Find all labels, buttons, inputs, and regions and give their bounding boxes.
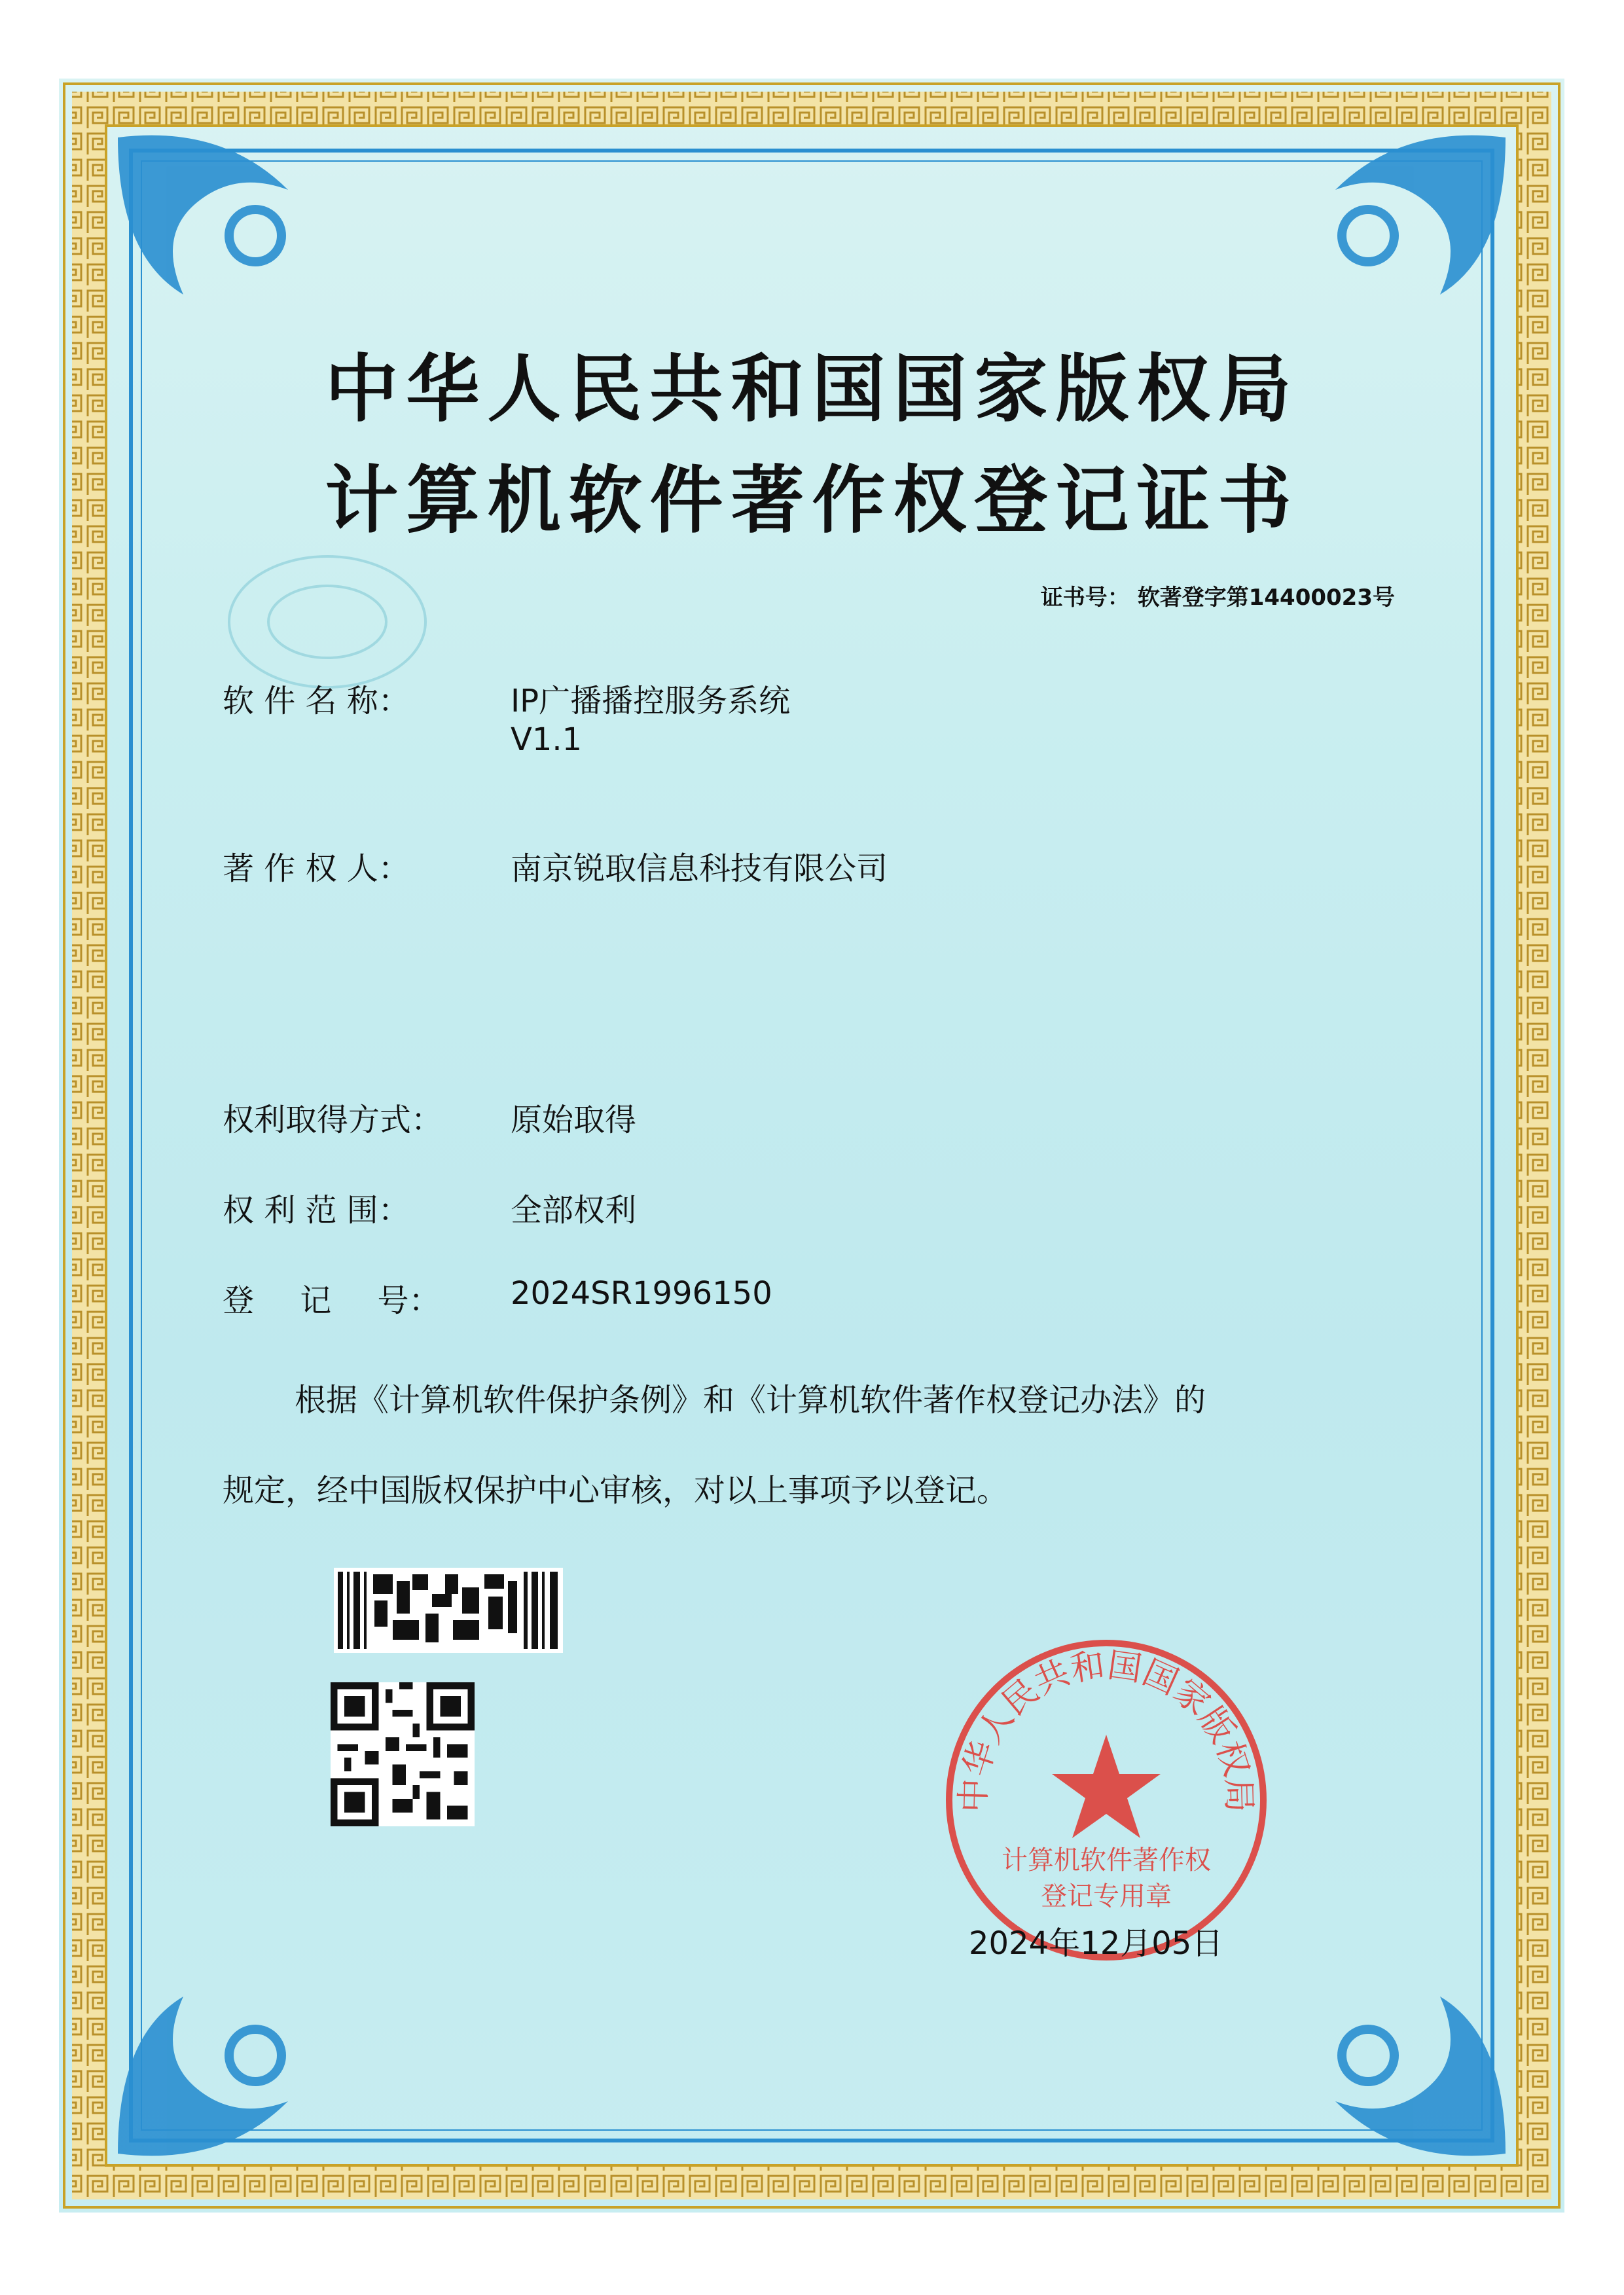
software-name-label: 软 件 名 称：	[223, 683, 410, 719]
acquisition-method-label: 权利取得方式：	[223, 1102, 443, 1138]
title-line-1: 中华人民共和国国家版权局	[325, 347, 1299, 432]
title-line-2: 计算机软件著作权登记证书	[325, 458, 1299, 543]
barcode-image	[334, 1568, 563, 1653]
statement-line-1: 根据《计算机软件保护条例》和《计算机软件著作权登记办法》的	[295, 1382, 1206, 1419]
copyright-owner-label: 著 作 权 人：	[223, 850, 410, 887]
certificate-number-value: 软著登字第14400023号	[1137, 585, 1395, 611]
certificate-number	[1033, 579, 1395, 611]
registration-number-value: 2024SR1996150	[511, 1275, 772, 1312]
software-version-value: V1.1	[511, 721, 583, 758]
seal-star-icon	[1052, 1735, 1161, 1838]
qr-code-image	[331, 1682, 475, 1826]
certificate-number-label: 证书号：	[1040, 585, 1130, 611]
rights-scope-value: 全部权利	[511, 1192, 637, 1229]
copyright-owner-value: 南京锐取信息科技有限公司	[511, 850, 888, 887]
rights-scope-label: 权 利 范 围：	[223, 1192, 410, 1229]
statement-line-2: 规定，经中国版权保护中心审核，对以上事项予以登记。	[223, 1472, 1009, 1509]
acquisition-method-value: 原始取得	[511, 1102, 637, 1138]
registration-number-label: 登 记 号：	[223, 1282, 441, 1319]
seal-inner-line-2: 登记专用章	[1041, 1881, 1172, 1911]
seal-inner-line-1: 计算机软件著作权	[1001, 1845, 1211, 1875]
seal-outer-text: 中华人民共和国国家版权局	[954, 1645, 1259, 1813]
software-name-value: IP广播播控服务系统	[511, 683, 791, 719]
issue-date: 2024年12月05日	[969, 1925, 1223, 1962]
